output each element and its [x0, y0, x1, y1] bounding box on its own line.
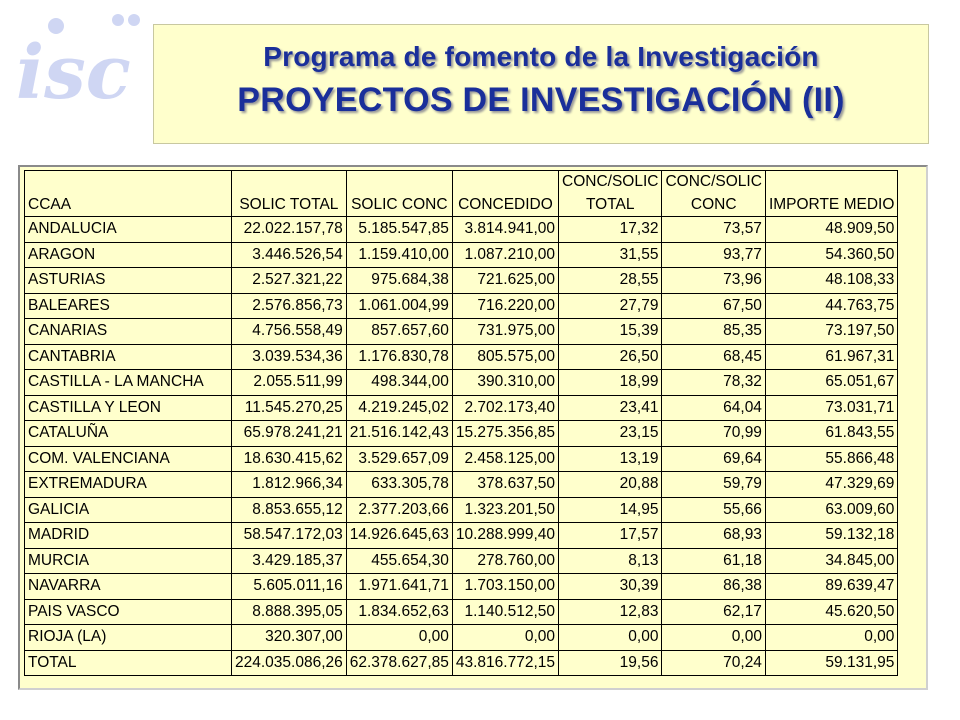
- value-cell: 3.429.185,37: [232, 548, 347, 574]
- value-cell: 0,00: [765, 625, 897, 651]
- value-cell: 633.305,78: [346, 472, 452, 498]
- value-cell: 2.055.511,99: [232, 370, 347, 396]
- value-cell: 78,32: [662, 370, 765, 396]
- value-cell: 43.816.772,15: [452, 650, 558, 676]
- value-cell: 11.545.270,25: [232, 395, 347, 421]
- value-cell: 12,83: [559, 599, 662, 625]
- value-cell: 3.446.526,54: [232, 242, 347, 268]
- value-cell: 390.310,00: [452, 370, 558, 396]
- value-cell: 320.307,00: [232, 625, 347, 651]
- value-cell: 8,13: [559, 548, 662, 574]
- value-cell: 731.975,00: [452, 319, 558, 345]
- value-cell: 13,19: [559, 446, 662, 472]
- header-cell: [232, 171, 347, 194]
- value-cell: 67,50: [662, 293, 765, 319]
- header-row-bottom: [25, 193, 898, 217]
- value-cell: 59.131,95: [765, 650, 897, 676]
- value-cell: 61,18: [662, 548, 765, 574]
- value-cell: 0,00: [559, 625, 662, 651]
- table-row: [25, 574, 898, 600]
- value-cell: 1.971.641,71: [346, 574, 452, 600]
- value-cell: 73,57: [662, 217, 765, 243]
- value-cell: 1.159.410,00: [346, 242, 452, 268]
- header-cell: [346, 171, 452, 194]
- value-cell: 48.108,33: [765, 268, 897, 294]
- value-cell: 73.031,71: [765, 395, 897, 421]
- region-cell: CASTILLA - LA MANCHA: [25, 370, 232, 396]
- region-cell: ASTURIAS: [25, 268, 232, 294]
- region-cell: RIOJA (LA): [25, 625, 232, 651]
- total-row: [25, 650, 898, 676]
- value-cell: 68,45: [662, 344, 765, 370]
- value-cell: 3.814.941,00: [452, 217, 558, 243]
- value-cell: 68,93: [662, 523, 765, 549]
- header-cell: [765, 171, 897, 194]
- region-cell: ARAGON: [25, 242, 232, 268]
- value-cell: 23,41: [559, 395, 662, 421]
- value-cell: 378.637,50: [452, 472, 558, 498]
- table-row: [25, 472, 898, 498]
- value-cell: 45.620,50: [765, 599, 897, 625]
- value-cell: 8.853.655,12: [232, 497, 347, 523]
- value-cell: 61.967,31: [765, 344, 897, 370]
- value-cell: 70,24: [662, 650, 765, 676]
- value-cell: 48.909,50: [765, 217, 897, 243]
- value-cell: 22.022.157,78: [232, 217, 347, 243]
- value-cell: 805.575,00: [452, 344, 558, 370]
- value-cell: 47.329,69: [765, 472, 897, 498]
- value-cell: 62,17: [662, 599, 765, 625]
- value-cell: 62.378.627,85: [346, 650, 452, 676]
- value-cell: 55.866,48: [765, 446, 897, 472]
- value-cell: 498.344,00: [346, 370, 452, 396]
- value-cell: 59,79: [662, 472, 765, 498]
- region-cell: CANARIAS: [25, 319, 232, 345]
- table-row: [25, 268, 898, 294]
- value-cell: 975.684,38: [346, 268, 452, 294]
- value-cell: 1.812.966,34: [232, 472, 347, 498]
- value-cell: 70,99: [662, 421, 765, 447]
- value-cell: 17,57: [559, 523, 662, 549]
- value-cell: 73.197,50: [765, 319, 897, 345]
- value-cell: 0,00: [662, 625, 765, 651]
- value-cell: 31,55: [559, 242, 662, 268]
- value-cell: 14,95: [559, 497, 662, 523]
- value-cell: 0,00: [452, 625, 558, 651]
- value-cell: 4.756.558,49: [232, 319, 347, 345]
- region-cell: COM. VALENCIANA: [25, 446, 232, 472]
- value-cell: 2.527.321,22: [232, 268, 347, 294]
- region-cell: CATALUÑA: [25, 421, 232, 447]
- table-body: [25, 171, 898, 676]
- value-cell: 34.845,00: [765, 548, 897, 574]
- value-cell: 86,38: [662, 574, 765, 600]
- region-cell: CANTABRIA: [25, 344, 232, 370]
- value-cell: 69,64: [662, 446, 765, 472]
- table-row: [25, 293, 898, 319]
- header-cell: CONC/SOLIC: [662, 171, 765, 194]
- value-cell: 224.035.086,26: [232, 650, 347, 676]
- value-cell: 44.763,75: [765, 293, 897, 319]
- value-cell: 54.360,50: [765, 242, 897, 268]
- region-cell: MADRID: [25, 523, 232, 549]
- region-cell: GALICIA: [25, 497, 232, 523]
- value-cell: 28,55: [559, 268, 662, 294]
- region-cell: CASTILLA Y LEON: [25, 395, 232, 421]
- value-cell: 5.605.011,16: [232, 574, 347, 600]
- value-cell: 20,88: [559, 472, 662, 498]
- value-cell: 15.275.356,85: [452, 421, 558, 447]
- value-cell: 73,96: [662, 268, 765, 294]
- value-cell: 59.132,18: [765, 523, 897, 549]
- value-cell: 2.458.125,00: [452, 446, 558, 472]
- value-cell: 3.039.534,36: [232, 344, 347, 370]
- projects-table: [24, 170, 898, 676]
- value-cell: 30,39: [559, 574, 662, 600]
- title-line-1: Programa de fomento de la Investigación: [263, 41, 819, 72]
- region-cell: ANDALUCIA: [25, 217, 232, 243]
- header-cell: IMPORTE MEDIO: [765, 193, 897, 217]
- value-cell: 5.185.547,85: [346, 217, 452, 243]
- value-cell: 61.843,55: [765, 421, 897, 447]
- table-frame: [18, 165, 928, 690]
- value-cell: 1.061.004,99: [346, 293, 452, 319]
- table-row: [25, 319, 898, 345]
- table-row: [25, 497, 898, 523]
- value-cell: 14.926.645,63: [346, 523, 452, 549]
- value-cell: 278.760,00: [452, 548, 558, 574]
- table-row: [25, 421, 898, 447]
- value-cell: 21.516.142,43: [346, 421, 452, 447]
- logo-graphic: [14, 8, 144, 108]
- value-cell: 65.051,67: [765, 370, 897, 396]
- header-cell: CONC/SOLIC: [559, 171, 662, 194]
- value-cell: 23,15: [559, 421, 662, 447]
- value-cell: 455.654,30: [346, 548, 452, 574]
- value-cell: 26,50: [559, 344, 662, 370]
- value-cell: 17,32: [559, 217, 662, 243]
- table-row: [25, 370, 898, 396]
- region-cell: MURCIA: [25, 548, 232, 574]
- region-cell: PAIS VASCO: [25, 599, 232, 625]
- isc-logo: [14, 8, 144, 108]
- title-box: [153, 24, 929, 144]
- header-cell: [452, 171, 558, 194]
- value-cell: 716.220,00: [452, 293, 558, 319]
- value-cell: 65.978.241,21: [232, 421, 347, 447]
- table-row: [25, 344, 898, 370]
- value-cell: 89.639,47: [765, 574, 897, 600]
- value-cell: 10.288.999,40: [452, 523, 558, 549]
- value-cell: 27,79: [559, 293, 662, 319]
- value-cell: 2.702.173,40: [452, 395, 558, 421]
- value-cell: 15,39: [559, 319, 662, 345]
- region-cell: NAVARRA: [25, 574, 232, 600]
- region-cell: EXTREMADURA: [25, 472, 232, 498]
- logo-text: isc: [16, 30, 131, 108]
- header-row-top: [25, 171, 898, 194]
- value-cell: 55,66: [662, 497, 765, 523]
- region-cell: BALEARES: [25, 293, 232, 319]
- title-line-2: PROYECTOS DE INVESTIGACIÓN (II): [237, 81, 845, 119]
- table-row: [25, 523, 898, 549]
- value-cell: 93,77: [662, 242, 765, 268]
- table-row: [25, 395, 898, 421]
- value-cell: 19,56: [559, 650, 662, 676]
- value-cell: 0,00: [346, 625, 452, 651]
- table-row: [25, 548, 898, 574]
- table-row: [25, 625, 898, 651]
- table-row: [25, 242, 898, 268]
- header-cell: CCAA: [25, 193, 232, 217]
- value-cell: 4.219.245,02: [346, 395, 452, 421]
- table-row: [25, 599, 898, 625]
- value-cell: 8.888.395,05: [232, 599, 347, 625]
- value-cell: 58.547.172,03: [232, 523, 347, 549]
- header-cell: CONC: [662, 193, 765, 217]
- value-cell: 18.630.415,62: [232, 446, 347, 472]
- value-cell: 1.140.512,50: [452, 599, 558, 625]
- value-cell: 3.529.657,09: [346, 446, 452, 472]
- table-row: [25, 217, 898, 243]
- value-cell: 1.176.830,78: [346, 344, 452, 370]
- header-cell: SOLIC TOTAL: [232, 193, 347, 217]
- header-cell: [25, 171, 232, 194]
- value-cell: 721.625,00: [452, 268, 558, 294]
- value-cell: 63.009,60: [765, 497, 897, 523]
- header-cell: CONCEDIDO: [452, 193, 558, 217]
- value-cell: 64,04: [662, 395, 765, 421]
- value-cell: 18,99: [559, 370, 662, 396]
- header-cell: SOLIC CONC: [346, 193, 452, 217]
- value-cell: 85,35: [662, 319, 765, 345]
- value-cell: 2.576.856,73: [232, 293, 347, 319]
- value-cell: 2.377.203,66: [346, 497, 452, 523]
- value-cell: 1.323.201,50: [452, 497, 558, 523]
- value-cell: 1.834.652,63: [346, 599, 452, 625]
- value-cell: 1.703.150,00: [452, 574, 558, 600]
- value-cell: 857.657,60: [346, 319, 452, 345]
- header-cell: TOTAL: [559, 193, 662, 217]
- table-row: [25, 446, 898, 472]
- region-cell: TOTAL: [25, 650, 232, 676]
- value-cell: 1.087.210,00: [452, 242, 558, 268]
